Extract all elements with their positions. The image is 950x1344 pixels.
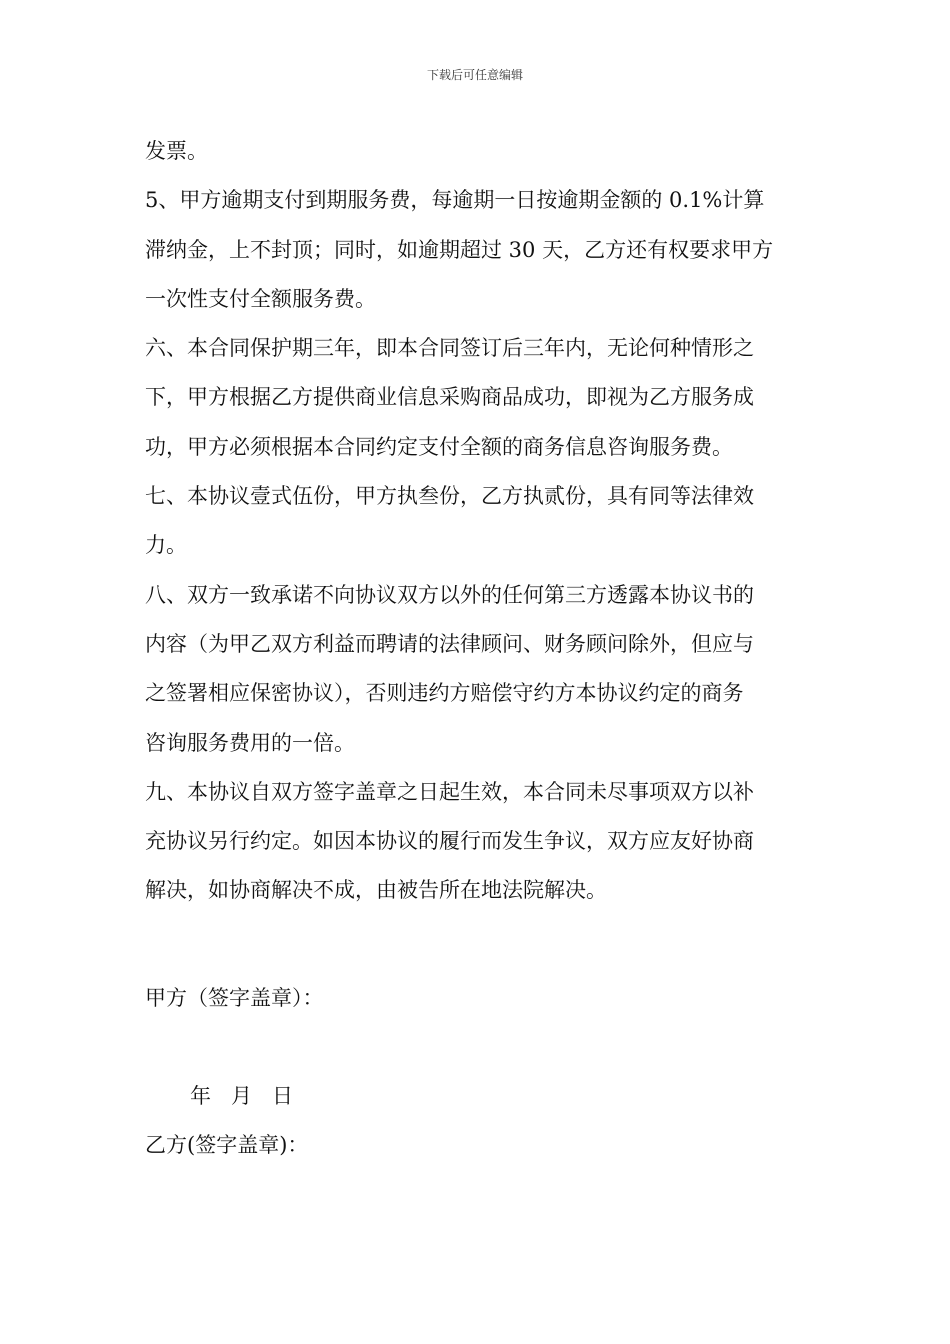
body-line: 力。 xyxy=(145,533,187,558)
body-line: 下，甲方根据乙方提供商业信息采购商品成功，即视为乙方服务成 xyxy=(145,385,754,410)
body-line: 功，甲方必须根据本合同约定支付全额的商务信息咨询服务费。 xyxy=(145,434,733,459)
body-line: 充协议另行约定。如因本协议的履行而发生争议，双方应友好协商 xyxy=(145,829,754,854)
body-line: 解决，如协商解决不成，由被告所在地法院解决。 xyxy=(145,878,607,903)
signature-date-label: 年 月 日 xyxy=(190,1084,294,1108)
party-a-signature-label: 甲方（签字盖章）： xyxy=(145,986,324,1010)
body-line: 之签署相应保密协议），否则违约方赔偿守约方本协议约定的商务 xyxy=(145,681,744,706)
page-header-note: 下载后可任意编辑 xyxy=(426,68,523,82)
body-line: 咨询服务费用的一倍。 xyxy=(145,730,355,755)
body-line: 一次性支付全额服务费。 xyxy=(145,286,376,311)
body-line: 八、双方一致承诺不向协议双方以外的任何第三方透露本协议书的 xyxy=(145,582,754,607)
body-line: 5、甲方逾期支付到期服务费，每逾期一日按逾期金额的 0.1%计算 xyxy=(145,188,765,213)
body-line: 六、本合同保护期三年，即本合同签订后三年内，无论何种情形之 xyxy=(145,336,754,361)
contract-body xyxy=(145,127,807,916)
body-line: 九、本协议自双方签字盖章之日起生效，本合同未尽事项双方以补 xyxy=(145,779,754,804)
body-line: 内容（为甲乙双方利益而聘请的法律顾问、财务顾问除外，但应与 xyxy=(145,631,754,656)
body-line: 发票。 xyxy=(145,139,208,163)
party-b-signature-label: 乙方(签字盖章)： xyxy=(145,1133,309,1157)
body-line: 滞纳金，上不封顶；同时，如逾期超过 30 天，乙方还有权要求甲方 xyxy=(145,237,774,262)
body-line: 七、本协议壹式伍份，甲方执叁份，乙方执贰份，具有同等法律效 xyxy=(145,484,754,509)
